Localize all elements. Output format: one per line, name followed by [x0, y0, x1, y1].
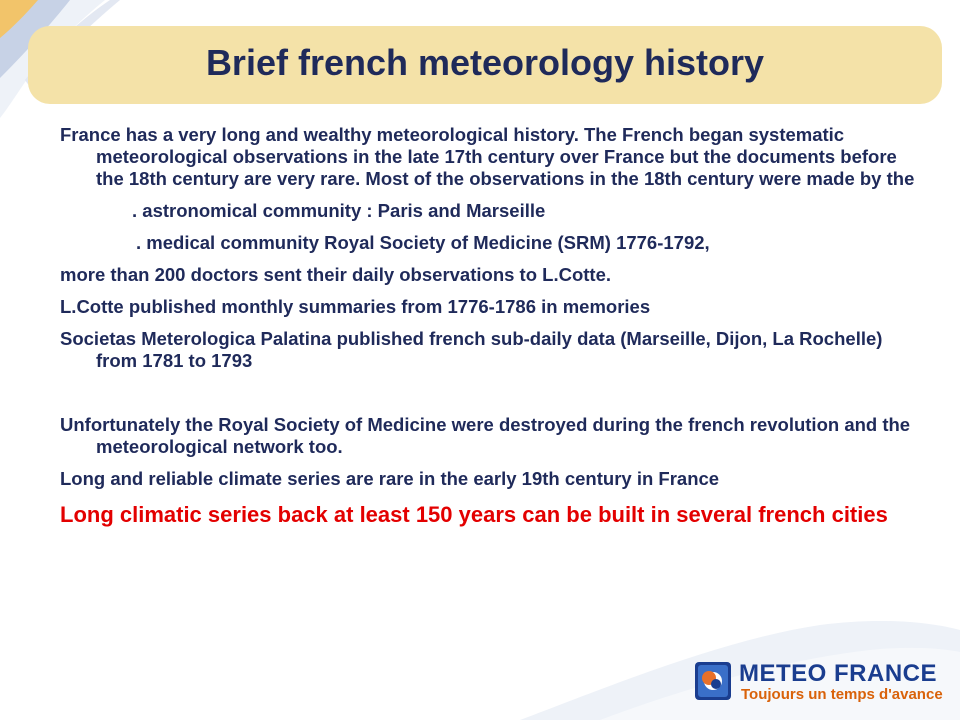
slide-body [60, 124, 920, 538]
paragraph-conclusion: Long climatic series back at least 150 years can be built in several french cities [60, 502, 888, 527]
paragraph-intro: France has a very long and wealthy meteorological history. The French began systematic meteorological observations in the late 17th century over France but the documents before the 18th century are very rare. Most of the observations in the 18th century were made by the [60, 124, 915, 189]
paragraph-doctors: more than 200 doctors sent their daily observations to L.Cotte. [60, 264, 611, 285]
paragraph-palatina: Societas Meterologica Palatina published french sub-daily data (Marseille, Dijon, La Rochelle) from 1781 to 1793 [60, 328, 883, 371]
logo-tagline: Toujours un temps d'avance [741, 686, 943, 703]
slide-title: Brief french meteorology history [205, 42, 765, 83]
logo-name: METEO FRANCE [739, 660, 937, 687]
meteo-france-logo [695, 660, 945, 710]
paragraph-cotte: L.Cotte published monthly summaries from 1776-1786 in memories [60, 296, 651, 317]
paragraph-medical: . medical community Royal Society of Medicine (SRM) 1776-1792, [136, 232, 710, 253]
meteo-france-logo-icon [695, 662, 731, 700]
paragraph-revolution: Unfortunately the Royal Society of Medicine were destroyed during the french revolution and the meteorological network too. [60, 414, 911, 457]
paragraph-astronomical: . astronomical community : Paris and Marseille [132, 200, 546, 221]
paragraph-19th-century: Long and reliable climate series are rare in the early 19th century in France [60, 468, 720, 489]
